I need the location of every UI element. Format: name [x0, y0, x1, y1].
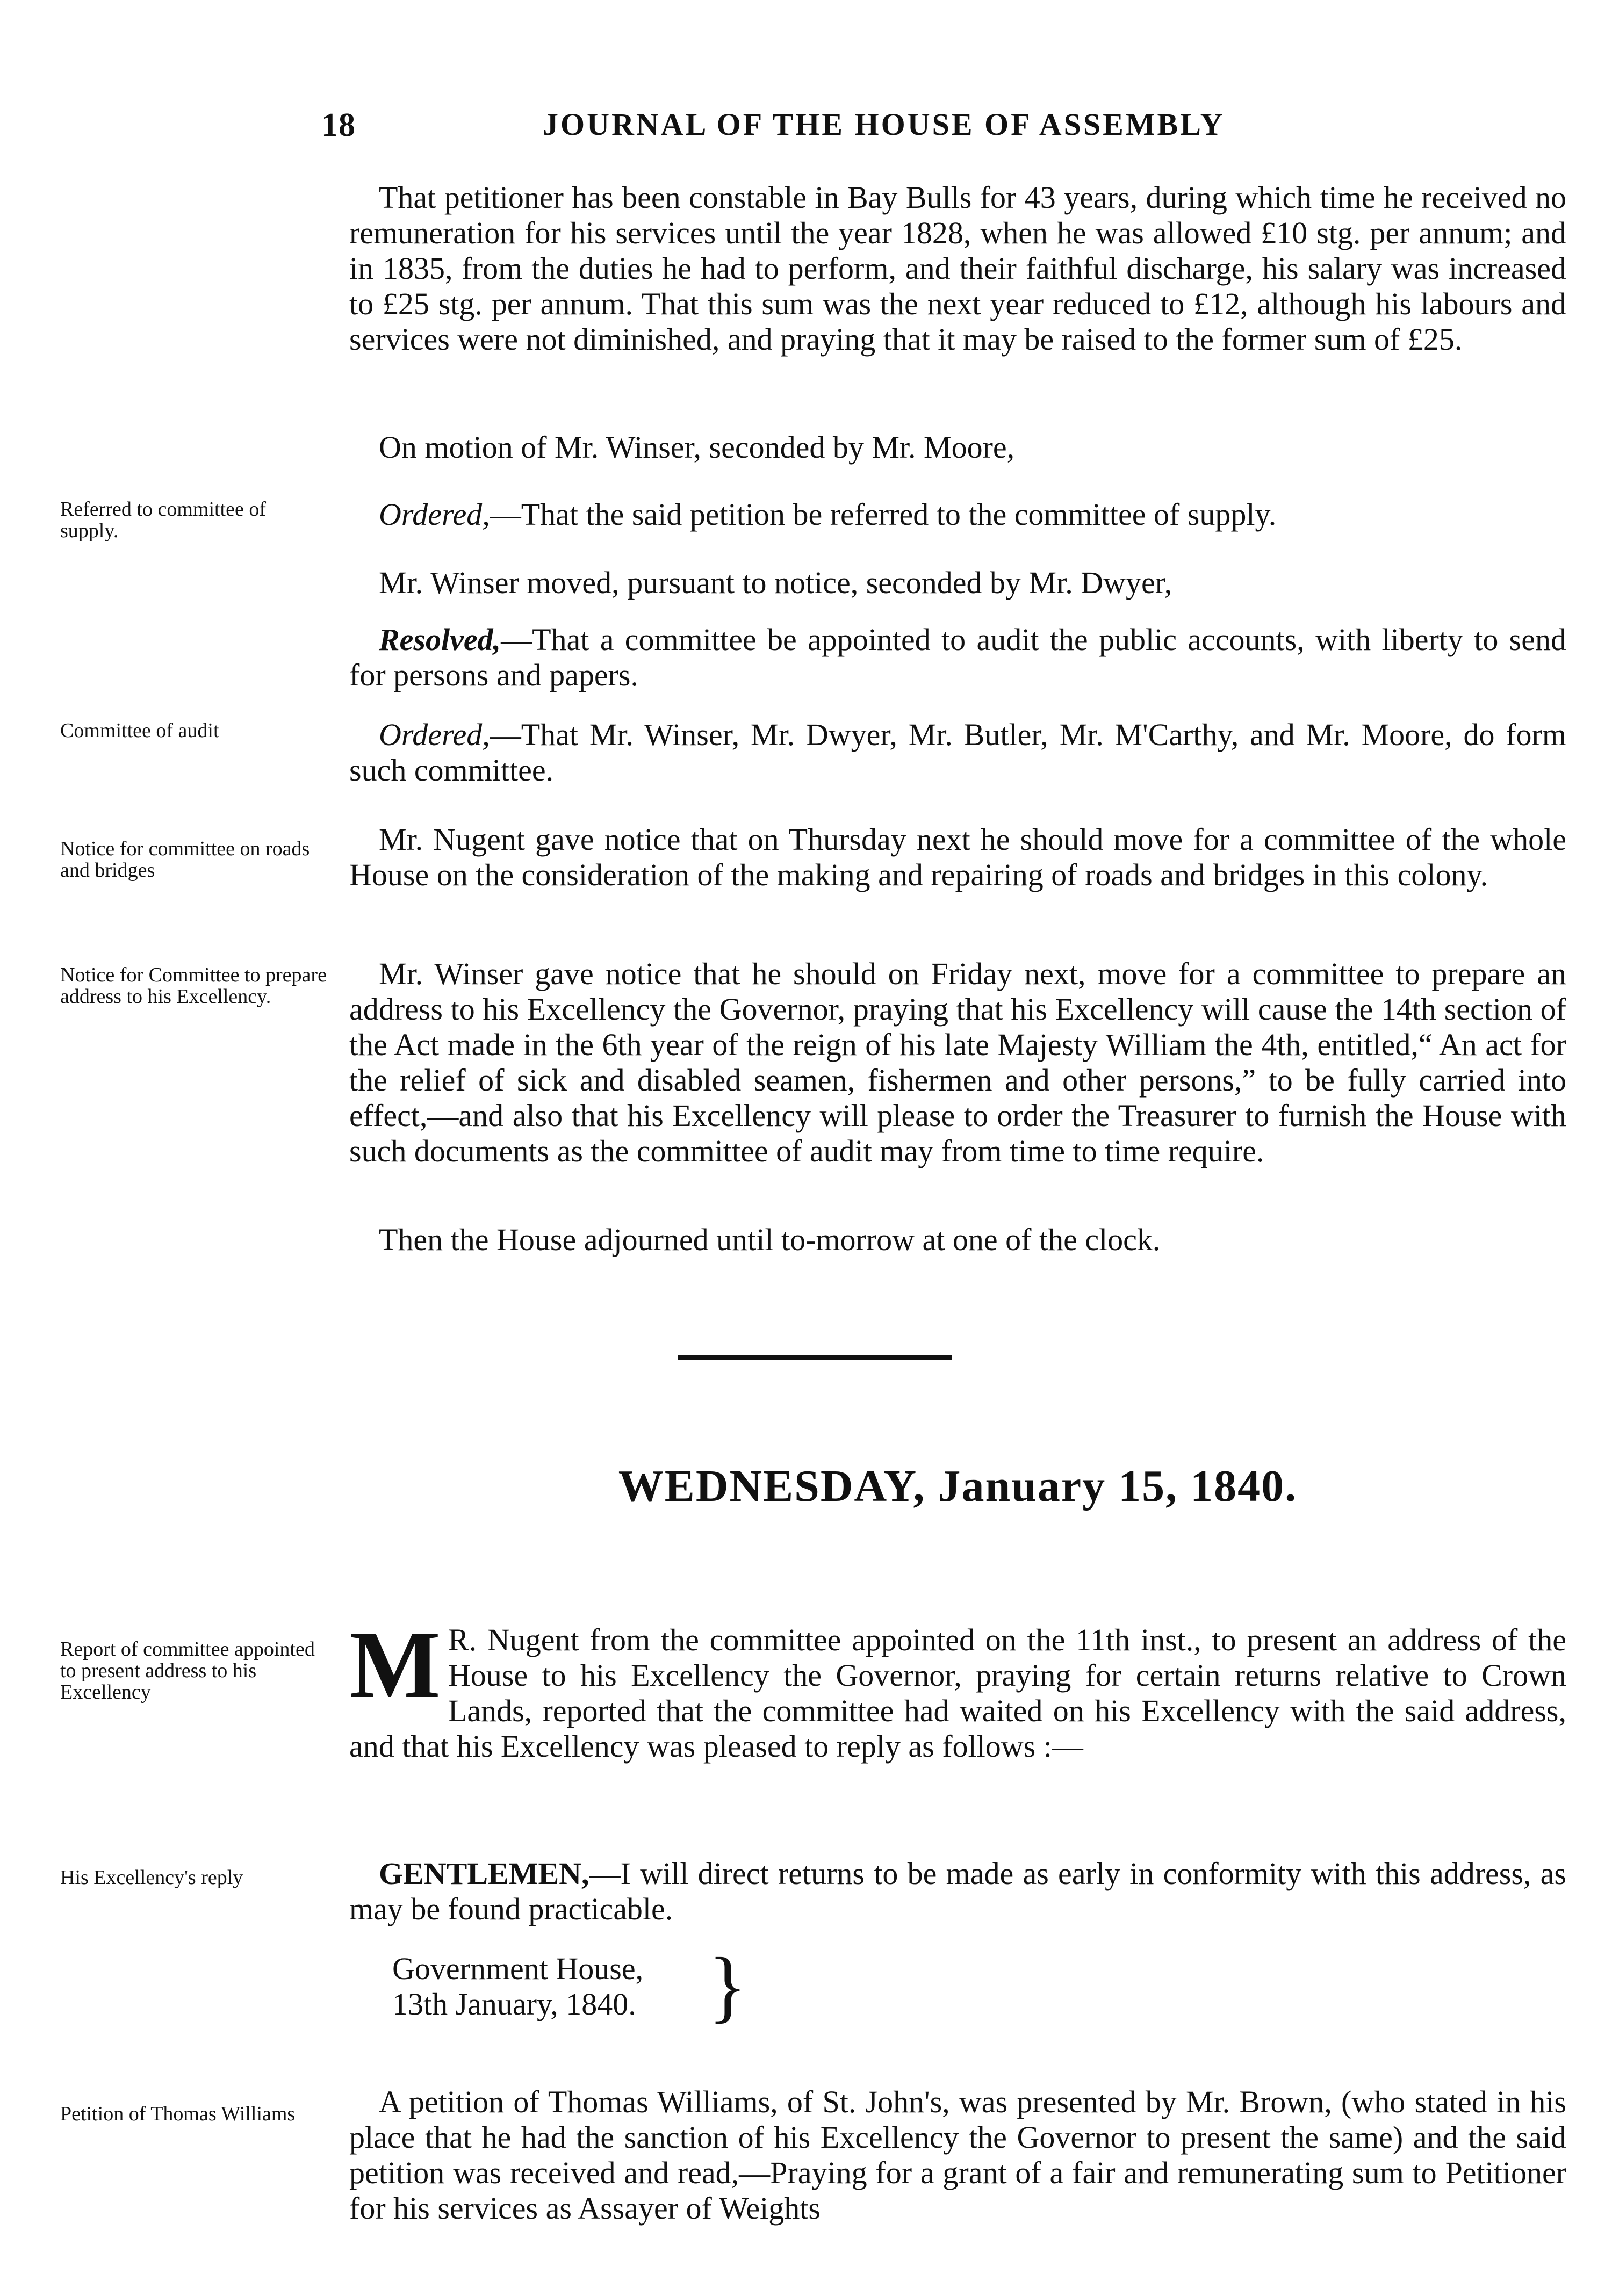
resolved-label: Resolved,: [379, 622, 501, 657]
signoff-brace: }: [708, 1941, 747, 2031]
resolved-audit-text: —That a committee be appointed to audit the public accounts, with liberty to send for persons and papers.: [349, 622, 1566, 692]
paragraph-gentlemen-reply: [349, 1856, 1566, 1927]
paragraph-resolved-audit: [349, 622, 1566, 693]
paragraph-winser-moved: Mr. Winser moved, pursuant to notice, seconded by Mr. Dwyer,: [379, 565, 1172, 600]
paragraph-notice-address: Mr. Winser gave notice that he should on Friday next, move for a committee to prepare an address to his Excellency the Governor, praying that his Excellency will cause the 14th section of the Act made in the 6th year of the reign of his late Majesty William the 4th, entitled,“ An act for the relief of sick and disabled seamen, fishermen and other persons,” to be fully carried into effect,—and also that his Excellency will please to order the Treasurer to furnish the House with such documents as the committee of audit may from time to time require.: [349, 956, 1566, 1168]
margin-note-petition: Petition of Thomas Williams: [60, 2103, 296, 2125]
paragraph-nugent-report: [349, 1611, 1566, 1764]
margin-note-roads: Notice for committee on roads and bridges: [60, 837, 310, 882]
gentlemen-label: GENTLEMEN,: [379, 1856, 589, 1891]
paragraph-motion-winser: On motion of Mr. Winser, seconded by Mr. Moore,: [379, 430, 1015, 465]
ordered-committee-text: —That Mr. Winser, Mr. Dwyer, Mr. Butler, Mr. M'Carthy, and Mr. Moore, do form such committee.: [349, 717, 1566, 788]
margin-note-referred-supply: Referred to committee of supply.: [60, 498, 267, 542]
margin-note-report: Report of committee appointed to present address to his Excellency: [60, 1638, 315, 1703]
ordered-label-2: Ordered,: [379, 717, 490, 752]
margin-note-committee-audit: Committee of audit: [60, 719, 219, 742]
paragraph-petition-constable: That petitioner has been constable in Bay Bulls for 43 years, during which time he received no remuneration for his services until the year 1828, when he was allowed £10 stg. per annum; and in 1835, from the duties he had to perform, and their faithful discharge, his salary was increased to £25 stg. per annum. That this sum was the next year reduced to £12, although his labours and services were not diminished, and praying that it may be raised to the former sum of £25.: [349, 180, 1566, 357]
nugent-report-text: R. Nugent from the committee appointed on the 11th inst., to present an address of the House to his Excellency the Governor, praying for certain returns relative to Crown Lands, reported that the committee had waited on his Excellency with the said address, and that his Excellency was pleased to reply as follows :—: [349, 1622, 1566, 1764]
paragraph-ordered-committee: [349, 717, 1566, 788]
margin-note-reply: His Excellency's reply: [60, 1866, 243, 1889]
date-heading: WEDNESDAY, January 15, 1840.: [618, 1461, 1298, 1511]
signoff-place: Government House,: [392, 1951, 644, 1986]
gentlemen-reply-text: —I will direct returns to be made as early in conformity with this address, as may be found practicable.: [349, 1856, 1566, 1926]
ordered-label: Ordered,: [379, 497, 490, 532]
paragraph-ordered-supply: [349, 497, 1566, 532]
page-number: 18: [321, 107, 356, 143]
signoff-date: 13th January, 1840.: [392, 1987, 636, 2021]
paragraph-adjourned: Then the House adjourned until to-morrow at one of the clock.: [379, 1222, 1161, 1257]
section-divider: [678, 1355, 952, 1360]
margin-note-address: Notice for Committee to prepare address to his Excellency.: [60, 964, 327, 1008]
paragraph-notice-roads: Mr. Nugent gave notice that on Thursday next he should move for a committee of the whole House on the consideration of the making and repairing of roads and bridges in this colony.: [349, 822, 1566, 892]
dropcap-letter: M: [349, 1611, 441, 1718]
ordered-supply-text: —That the said petition be referred to the committee of supply.: [490, 497, 1277, 532]
running-title: JOURNAL OF THE HOUSE OF ASSEMBLY: [543, 107, 1225, 142]
paragraph-petition-williams: A petition of Thomas Williams, of St. John's, was presented by Mr. Brown, (who stated in his place that he had the sanction of his Excellency the Governor to present the same) and the said petition was received and read,—Praying for a grant of a fair and remunerating sum to Petitioner for his services as Assayer of Weights: [349, 2084, 1566, 2226]
